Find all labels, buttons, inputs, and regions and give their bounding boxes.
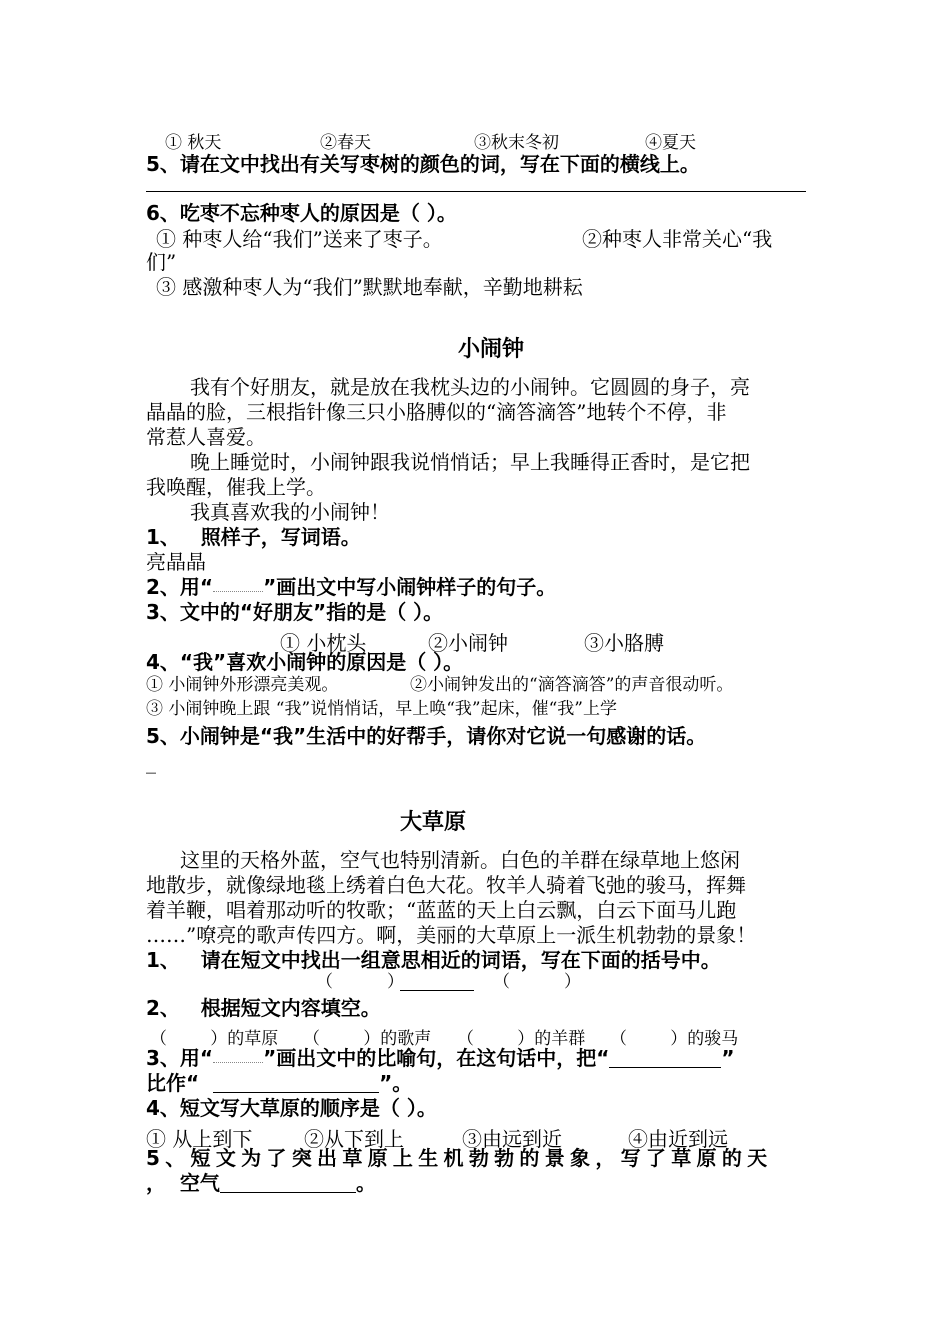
question-3-part-c: ” (721, 1046, 735, 1070)
q6-option-2-continued: 们” (146, 250, 177, 274)
passage-line: 我有个好朋友，就是放在我枕头边的小闹钟。它圆圆的身子，亮 (190, 375, 750, 399)
fill-item: （ ）的羊群 (457, 1029, 586, 1049)
answer-blank (220, 1174, 356, 1193)
option-1: ① 秋天 (165, 133, 222, 153)
question-2 (146, 577, 556, 597)
question-4: 4、“我”喜欢小闹钟的原因是（ ）。 (146, 650, 464, 674)
option-2: ②从下到上 (304, 1127, 404, 1151)
answer-blank (213, 1074, 379, 1093)
section-title: 大草原 (400, 810, 467, 835)
question-5: 5、短文为了突出草原上生机勃勃的景象，写了草原的天 (146, 1146, 773, 1170)
answer-line (146, 191, 806, 192)
option-2: ②春天 (320, 133, 371, 153)
answer-blank (400, 972, 474, 991)
passage-line: ……”嘹亮的歌声传四方。啊，美丽的大草原上一派生机勃勃的景象！ (146, 923, 757, 947)
question-3-line-2-b: ”。 (379, 1071, 413, 1095)
section-title: 小闹钟 (458, 337, 525, 362)
passage-line: 我唤醒，催我上学。 (146, 475, 326, 499)
q4-option-1: ① 小闹钟外形漂亮美观。 (146, 675, 339, 695)
question-3-part-b: ”画出文中的比喻句，在这句话中，把“ (263, 1046, 610, 1070)
question-3 (146, 1048, 735, 1068)
passage-line: 常惹人喜爱。 (146, 425, 266, 449)
wavy-underline-sample (213, 577, 263, 592)
q6-option-2: ②种枣人非常关心“我 (582, 227, 773, 251)
option-3: ③小胳膊 (584, 631, 664, 655)
passage-line: 晶晶的脸，三根指针像三只小胳膊似的“滴答滴答”地转个不停，非 (146, 400, 727, 424)
answer-paren-2: （ ） (493, 972, 582, 992)
answer-mark: _ (146, 750, 156, 774)
q6-option-3: ③ 感激种枣人为“我们”默默地奉献，辛勤地耕耘 (156, 275, 583, 299)
passage-line: 晚上睡觉时，小闹钟跟我说悄悄话；早上我睡得正香时，是它把 (190, 450, 750, 474)
question-6: 6、吃枣不忘种枣人的原因是（ ）。 (146, 201, 457, 225)
fill-item: （ ）的骏马 (610, 1029, 739, 1049)
option-2: ②小闹钟 (428, 631, 508, 655)
question-1: 1、 照样子，写词语。 (146, 525, 361, 549)
fill-item: （ ）的歌声 (303, 1029, 432, 1049)
passage-line: 着羊鞭，唱着那动听的牧歌；“蓝蓝的天上白云飘，白云下面马儿跑 (146, 898, 737, 922)
question-2: 2、 根据短文内容填空。 (146, 996, 381, 1020)
option-3: ③秋末冬初 (474, 133, 559, 153)
option-4: ④夏天 (645, 133, 696, 153)
question-5-line-2-b: 。 (355, 1171, 376, 1195)
option-4: ④由近到远 (628, 1127, 728, 1151)
wavy-underline-sample (213, 1048, 263, 1063)
passage-line: 我真喜欢我的小闹钟！ (190, 500, 390, 524)
question-1: 1、 请在短文中找出一组意思相近的词语，写在下面的括号中。 (146, 948, 721, 972)
question-5-line-2 (146, 1173, 376, 1193)
example-word: 亮晶晶 (146, 550, 206, 574)
question-2-part-b: ”画出文中写小闹钟样子的句子。 (263, 575, 557, 599)
fill-item: （ ）的草原 (150, 1029, 279, 1049)
option-3: ③由远到近 (462, 1127, 562, 1151)
question-3-part-a: 3、用“ (146, 1046, 214, 1070)
question-5: 5、请在文中找出有关写枣树的颜色的词，写在下面的横线上。 (146, 152, 700, 176)
question-5-line-2-a: ， 空气 (146, 1171, 220, 1195)
question-3-line-2-a: 比作“ (146, 1071, 200, 1095)
passage-line: 这里的天格外蓝，空气也特别清新。白色的羊群在绿草地上悠闲 (180, 848, 740, 872)
question-4: 4、短文写大草原的顺序是（ ）。 (146, 1096, 437, 1120)
option-1: ① 小枕头 (280, 631, 367, 655)
question-5: 5、小闹钟是“我”生活中的好帮手，请你对它说一句感谢的话。 (146, 724, 707, 748)
q6-option-1: ① 种枣人给“我们”送来了枣子。 (156, 227, 443, 251)
answer-blank (609, 1049, 721, 1068)
q4-option-3: ③ 小闹钟晚上跟 “我”说悄悄话，早上唤“我”起床，催“我”上学 (146, 699, 617, 719)
passage-line: 地散步，就像绿地毯上绣着白色大花。牧羊人骑着飞弛的骏马，挥舞 (146, 873, 746, 897)
q4-option-2: ②小闹钟发出的“滴答滴答”的声音很动听。 (410, 675, 734, 695)
answer-paren-1: （ ） (316, 972, 405, 992)
option-1: ① 从上到下 (146, 1127, 253, 1151)
question-2-part-a: 2、用“ (146, 575, 214, 599)
question-3: 3、文中的“好朋友”指的是（ ）。 (146, 600, 444, 624)
question-3-line-2 (146, 1073, 412, 1093)
